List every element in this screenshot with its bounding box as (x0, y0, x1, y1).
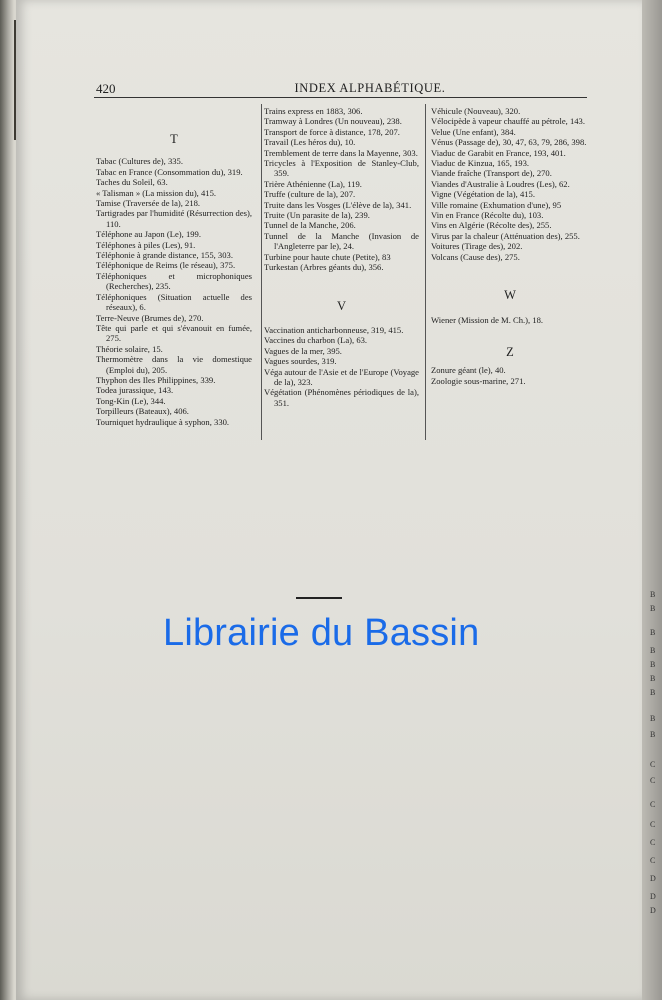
page-number: 420 (96, 81, 116, 96)
index-entry: Trière Athénienne (La), 119. (264, 178, 362, 189)
index-entry: Viaduc de Garabit en France, 193, 401. (431, 147, 566, 158)
header-rule (94, 97, 587, 98)
bleed-letter: B (650, 628, 656, 637)
index-entry: Velue (Une enfant), 384. (431, 126, 516, 137)
bleed-letter: B (650, 714, 656, 723)
index-entry: Viandes d'Australie à Loudres (Les), 62. (431, 178, 570, 189)
index-entry: Torpilleurs (Bateaux), 406. (96, 406, 189, 417)
index-column-3 (431, 106, 589, 386)
bleed-letter: C (650, 838, 656, 847)
section-letter-w: W (504, 288, 516, 303)
index-entry: Turbine pour haute chute (Petite), 83 (264, 251, 391, 262)
index-entry: Transport de force à distance, 178, 207. (264, 126, 400, 137)
bleed-letter: B (650, 646, 656, 655)
index-entry: Voitures (Tirage des), 202. (431, 241, 523, 252)
index-entry: Téléphonique de Reims (le réseau), 375. (96, 260, 236, 271)
index-entry: Virus par la chaleur (Atténuation des), 255. (431, 230, 580, 241)
index-column-1 (96, 134, 252, 427)
index-entry: Ville romaine (Exhumation d'une), 95 (431, 199, 562, 210)
column-divider-1 (261, 104, 262, 440)
entries-w (431, 315, 589, 325)
index-entry: Vagues sourdes, 319. (264, 356, 337, 367)
index-entry: Tunnel de la Manche (Invasion de l'Angleterre par le), 24. (264, 230, 419, 252)
bleed-letter: C (650, 856, 656, 865)
section-letter-v: V (336, 298, 347, 313)
index-entry: Thyphon des Iles Philippines, 339. (96, 374, 216, 385)
index-entry: Vin en France (Récolte du), 103. (431, 210, 544, 221)
index-entry: Téléphoniques (Situation actuelle des réseaux), 6. (96, 291, 252, 313)
end-rule (296, 597, 342, 599)
index-entry: Tramway à Londres (Un nouveau), 238. (264, 116, 402, 127)
entries-t (96, 156, 252, 427)
index-entry: Tunnel de la Manche, 206. (264, 220, 356, 231)
entries-t-continued (264, 106, 419, 273)
index-entry: Tremblement de terre dans la Mayenne, 303. (264, 147, 418, 158)
index-entry: Zoologie sous-marine, 271. (431, 375, 526, 386)
entries-v (264, 325, 419, 408)
index-entry: « Talisman » (La mission du), 415. (96, 187, 217, 198)
index-entry: Wiener (Mission de M. Ch.), 18. (431, 314, 544, 325)
watermark-text: Librairie du Bassin (163, 612, 480, 654)
running-head: INDEX ALPHABÉTIQUE. (294, 81, 446, 95)
bleed-letter: B (650, 604, 656, 613)
index-entry: Théorie solaire, 15. (96, 343, 163, 354)
index-entry: Thermomètre dans la vie domestique (Emploi du), 205. (96, 354, 252, 375)
bleed-letter: C (650, 776, 656, 785)
index-entry: Tabac en France (Consommation du), 319. (96, 166, 243, 177)
index-entry: Terre-Neuve (Brumes de), 270. (96, 312, 204, 323)
index-entry: Végétation (Phénomènes périodiques de la), 351. (264, 387, 419, 408)
bleed-letter: B (650, 688, 656, 697)
entries-z (431, 365, 589, 386)
index-entry: Vénus (Passage de), 30, 47, 63, 79, 286, 398. (431, 137, 587, 148)
entries-v-continued (431, 106, 589, 262)
bleed-letter: C (650, 800, 656, 809)
index-entry: Tricycles à l'Exposition de Stanley-Club, 359. (264, 158, 419, 179)
index-entry: Vaccination anticharbonneuse, 319, 415. (264, 324, 404, 335)
index-entry: Tourniquet hydraulique à syphon, 330. (96, 416, 230, 427)
index-entry: Téléphone au Japon (Le), 199. (96, 229, 201, 240)
bleed-letter: C (650, 760, 656, 769)
section-letter-z: Z (506, 344, 514, 359)
index-entry: Vigne (Végétation de la), 415. (431, 189, 536, 200)
index-entry: Tête qui parle et qui s'évanouit en fumée, 275. (96, 322, 252, 344)
index-entry: Todea jurassique, 143. (96, 385, 174, 396)
index-entry: Tamise (Traversée de la), 218. (96, 198, 201, 209)
bleed-letter: C (650, 820, 656, 829)
index-entry: Tartigrades par l'humidité (Résurrection des), 110. (96, 208, 252, 229)
index-entry: Turkestan (Arbres géants du), 356. (264, 262, 384, 273)
index-entry: Truffe (culture de la), 207. (264, 189, 356, 200)
index-entry: Vaccines du charbon (La), 63. (264, 335, 368, 346)
index-entry: Truite (Un parasite de la), 239. (264, 210, 370, 221)
index-entry: Tabac (Cultures de), 335. (96, 156, 183, 167)
index-entry: Vins en Algérie (Récolte des), 255. (431, 220, 552, 231)
index-entry: Véhicule (Nouveau), 320. (431, 106, 521, 116)
index-entry: Vélocipède à vapeur chauffé au pétrole, 143. (431, 116, 585, 127)
bleed-letter: B (650, 674, 656, 683)
section-letter-t: T (170, 132, 178, 146)
index-entry: Zonure géant (le), 40. (431, 365, 506, 376)
index-entry: Travail (Les héros du), 10. (264, 137, 356, 148)
bleed-letter: B (650, 660, 656, 669)
index-entry: Trains express en 1883, 306. (264, 106, 363, 116)
index-entry: Téléphones à piles (Les), 91. (96, 239, 196, 250)
index-entry: Viande fraîche (Transport de), 270. (431, 168, 552, 179)
index-entry: Vagues de la mer, 395. (264, 345, 342, 356)
index-entry: Véga autour de l'Asie et de l'Europe (Voyage de la), 323. (264, 366, 419, 387)
index-entry: Viaduc de Kinzua, 165, 193. (431, 158, 530, 169)
bleed-letter: D (650, 906, 656, 915)
index-entry: Taches du Soleil, 63. (96, 177, 168, 188)
bleed-letter: B (650, 590, 656, 599)
index-entry: Téléphoniques et microphoniques (Recherches), 235. (96, 270, 252, 292)
facing-page-edge (642, 0, 662, 1000)
index-entry: Téléphonie à grande distance, 155, 303. (96, 250, 233, 261)
column-divider-2 (425, 104, 426, 440)
bleed-letter: D (650, 874, 656, 883)
bleed-letter: D (650, 892, 656, 901)
bleed-letter: B (650, 730, 656, 739)
index-column-2 (264, 106, 419, 408)
index-entry: Tong-Kin (Le), 344. (96, 395, 166, 406)
index-entry: Truite dans les Vosges (L'élève de la), 341. (264, 199, 412, 210)
index-entry: Volcans (Cause des), 275. (431, 251, 520, 262)
